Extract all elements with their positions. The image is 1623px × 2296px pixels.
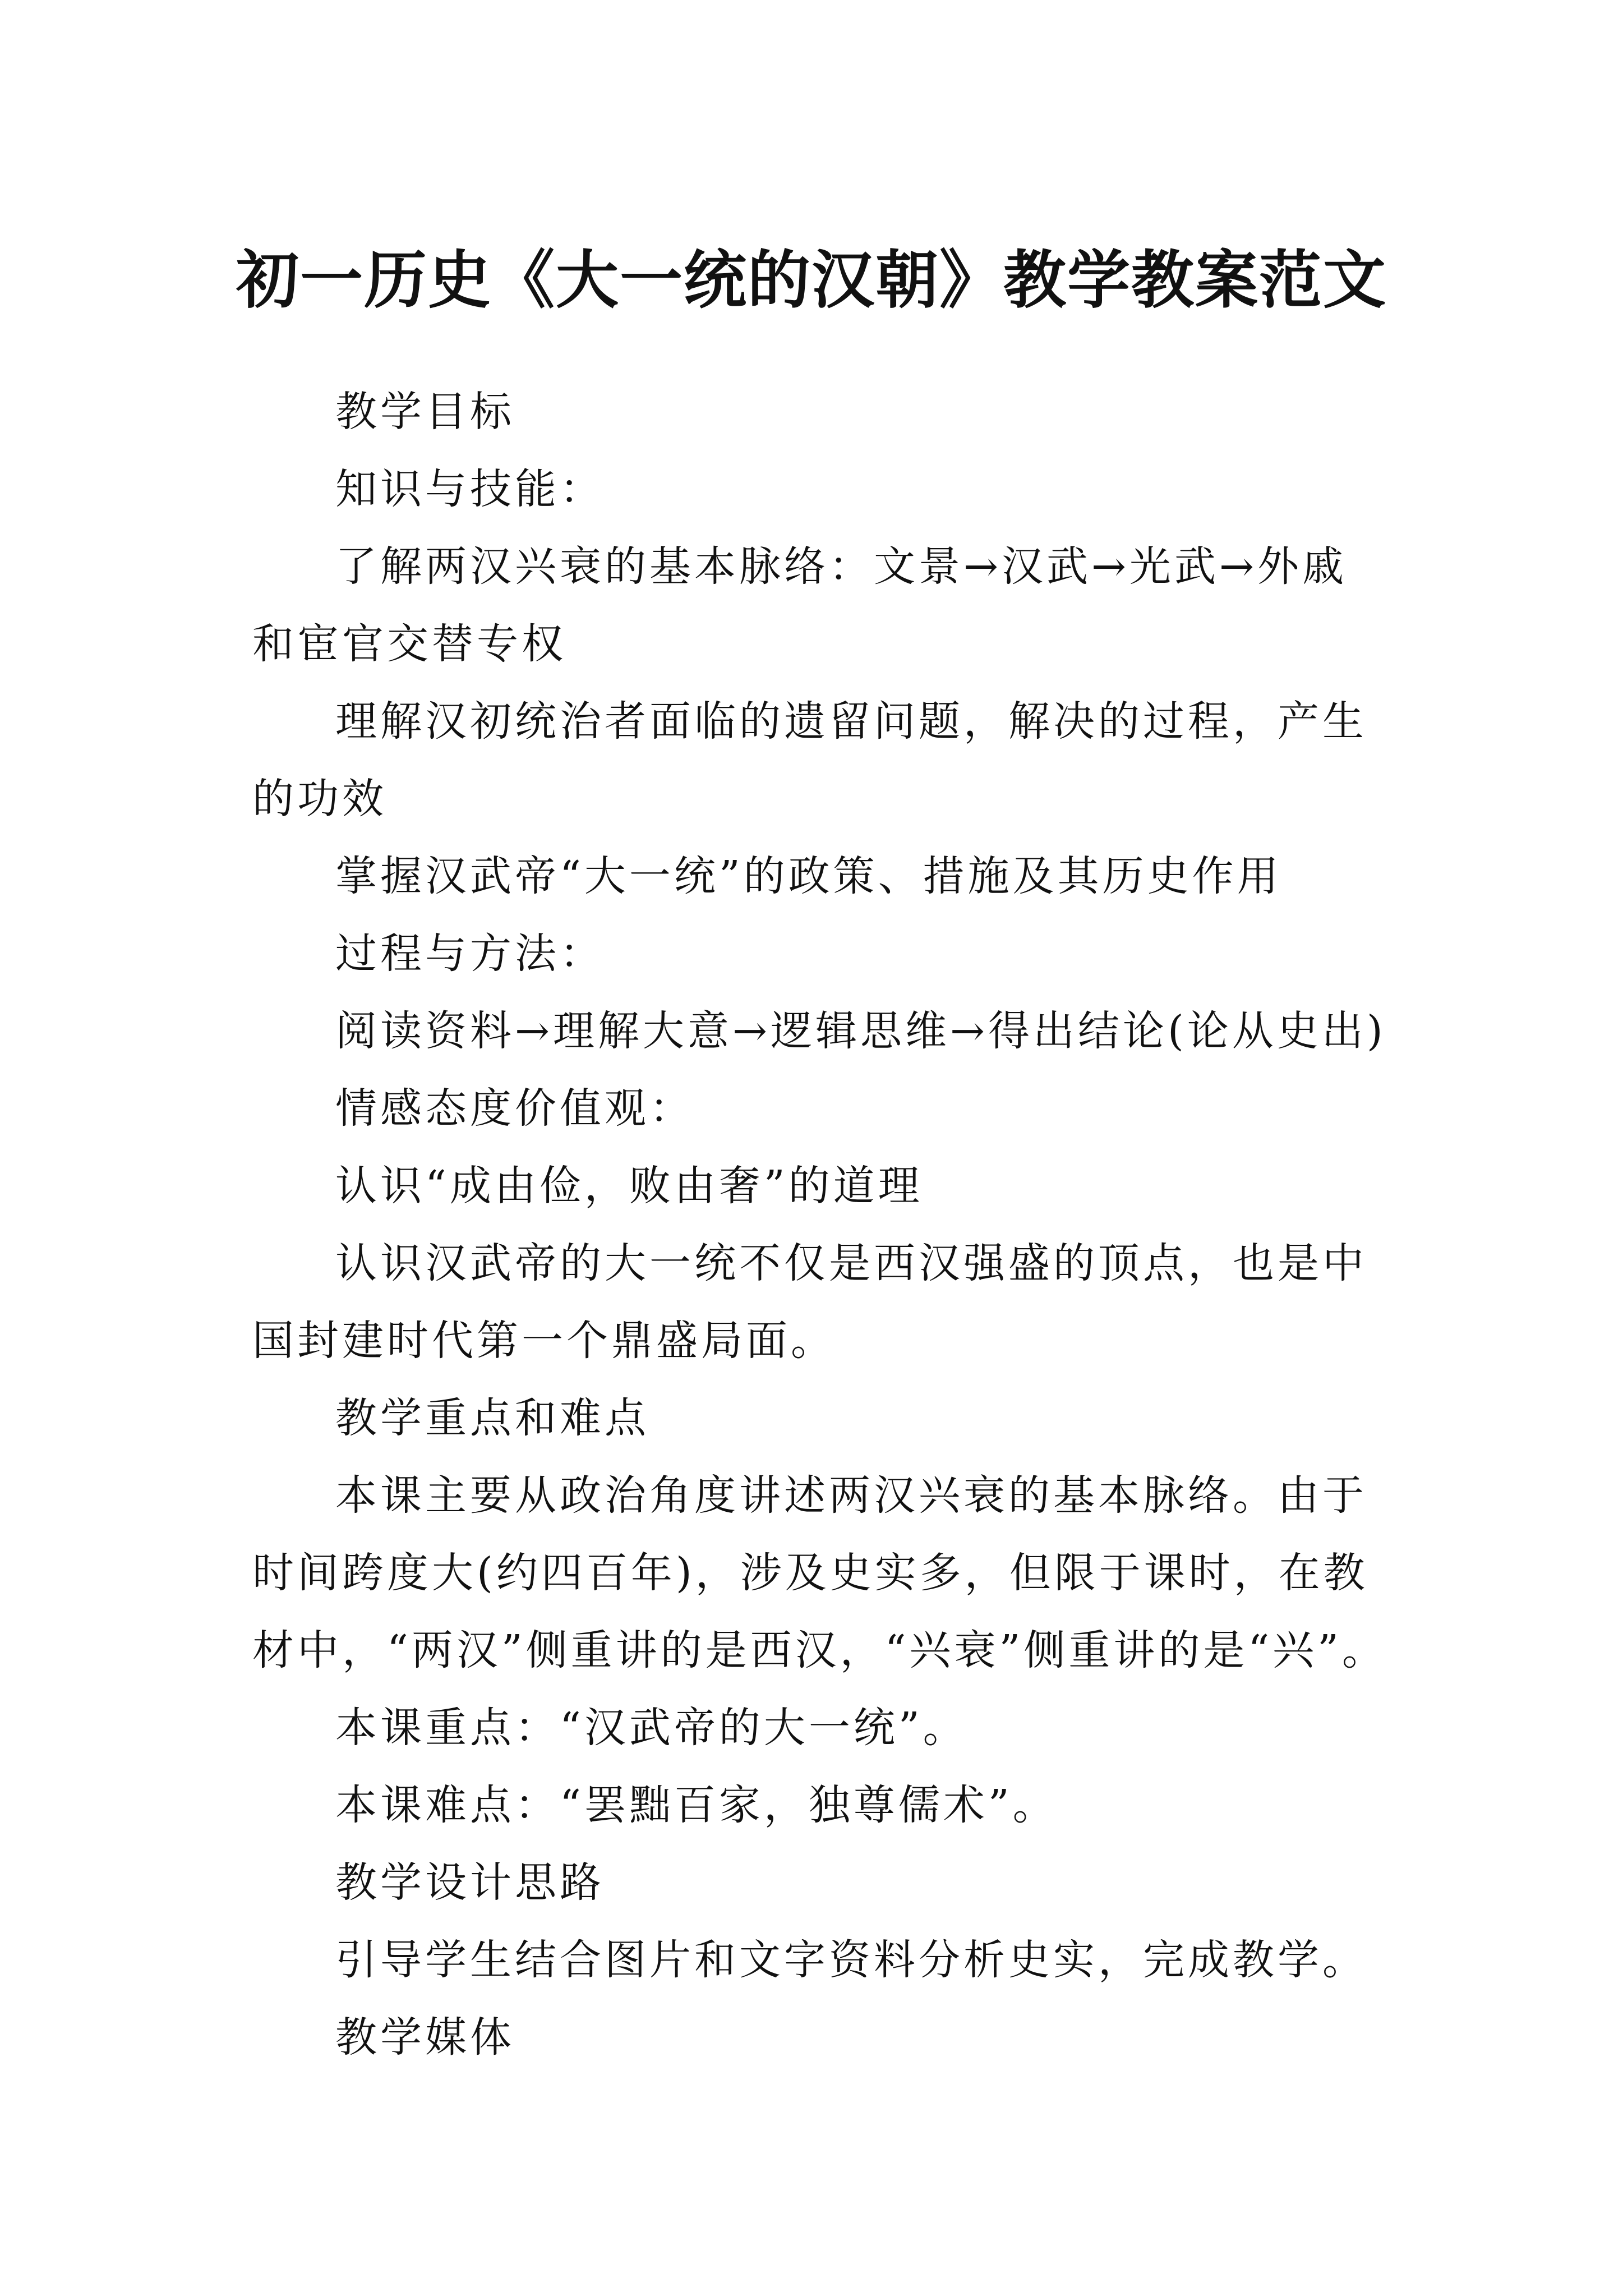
subheading-knowledge-skills: 知识与技能： [335, 465, 605, 513]
paragraph: 引导学生结合图片和文字资料分析史实，完成教学。 [335, 1936, 1367, 1984]
section-heading-teaching-goals: 教学目标 [335, 388, 515, 436]
section-heading-teaching-media: 教学媒体 [335, 2013, 515, 2062]
paragraph: 理解汉初统治者面临的遗留问题，解决的过程，产生的功效 [252, 697, 1367, 823]
paragraph: 本课难点：“罢黜百家，独尊儒术”。 [335, 1781, 1058, 1829]
section-heading-key-points: 教学重点和难点 [335, 1394, 649, 1442]
paragraph: 掌握汉武帝“大一统”的政策、措施及其历史作用 [335, 852, 1282, 900]
paragraph: 本课重点：“汉武帝的大一统”。 [335, 1704, 968, 1752]
section-heading-design-ideas: 教学设计思路 [335, 1858, 605, 1907]
paragraph: 认识“成由俭，败由奢”的道理 [335, 1162, 923, 1210]
subheading-emotional-values: 情感态度价值观： [335, 1084, 694, 1133]
paragraph: 认识汉武帝的大一统不仅是西汉强盛的顶点，也是中国封建时代第一个鼎盛局面。 [252, 1239, 1367, 1365]
document-title: 初一历史《大一统的汉朝》教学教案范文 [236, 243, 1387, 318]
paragraph: 了解两汉兴衰的基本脉络：文景→汉武→光武→外戚和宦官交替专权 [252, 542, 1348, 668]
paragraph: 本课主要从政治角度讲述两汉兴衰的基本脉络。由于时间跨度大(约四百年)，涉及史实多，但限于课时，在教材中，“两汉”侧重讲的是西汉，“兴衰”侧重讲的是“兴”。 [252, 1471, 1387, 1674]
document-body [252, 373, 1391, 2076]
subheading-process-methods: 过程与方法： [335, 930, 605, 978]
paragraph: 阅读资料→理解大意→逻辑思维→得出结论(论从史出) [335, 1007, 1386, 1055]
